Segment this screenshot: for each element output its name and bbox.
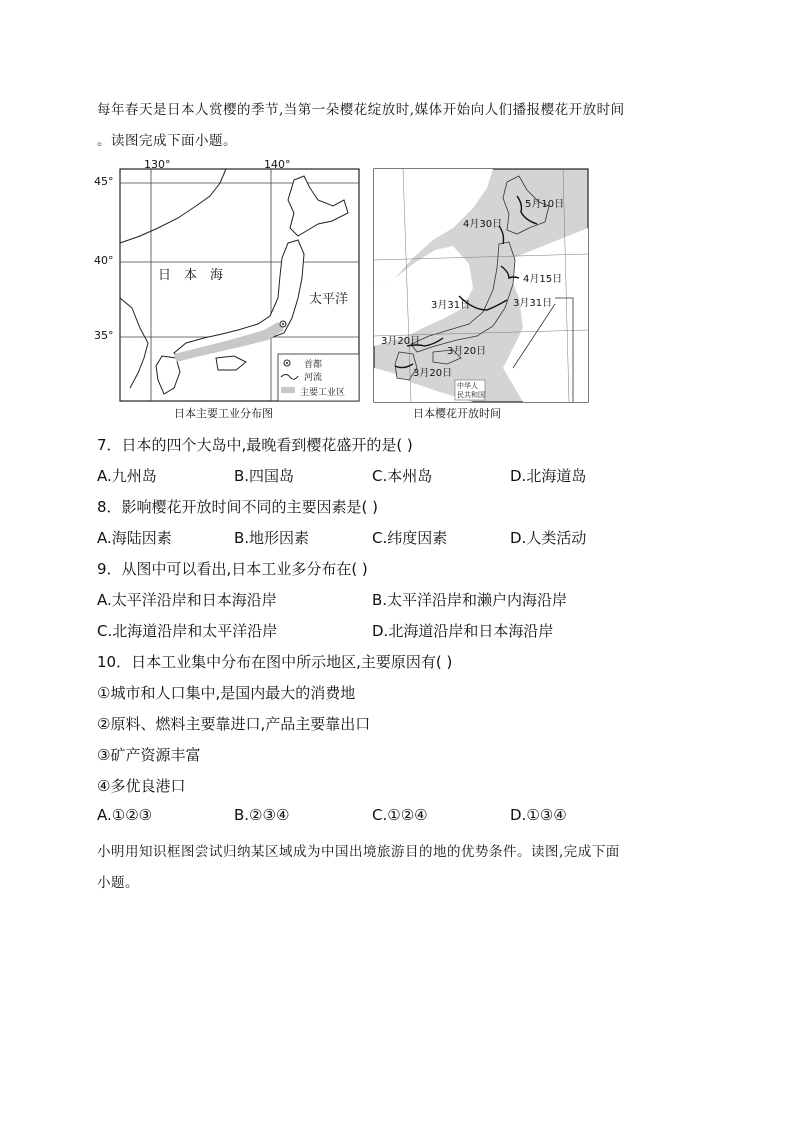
isoline-label-mar31-east: 3月31日 <box>513 298 553 309</box>
lat-label-45: 45° <box>94 175 114 188</box>
pacific-ocean-label: 太平洋 <box>309 292 349 307</box>
intro2-line-1: 小明用知识框图尝试归纳某区域成为中国出境旅游目的地的优势条件。读图,完成下面 <box>97 844 620 860</box>
question-10-stem: 10．日本工业集中分布在图中所示地区,主要原因有( ) <box>97 653 453 671</box>
isoline-label-apr15: 4月15日 <box>523 274 563 285</box>
lon-label-140: 140° <box>264 158 291 171</box>
isoline-label-may10: 5月10日 <box>525 199 565 210</box>
q9-option-b[interactable]: B.太平洋沿岸和濑户内海沿岸 <box>372 591 568 609</box>
q10-option-d[interactable]: D.①③④ <box>510 806 567 824</box>
q7-option-a[interactable]: A.九州岛 <box>97 467 157 485</box>
q7-option-d[interactable]: D.北海道岛 <box>510 467 587 485</box>
legend-capital: 首都 <box>304 360 323 370</box>
isoline-label-mar20-west: 3月20日 <box>381 336 421 347</box>
intro-line-2: 。读图完成下面小题。 <box>97 133 237 149</box>
corner-note-line-2: 民共和国 <box>457 391 485 399</box>
sea-of-japan-label: 日 本 海 <box>158 268 224 283</box>
q9-option-a[interactable]: A.太平洋沿岸和日本海沿岸 <box>97 591 277 609</box>
question-7-stem: 7．日本的四个大岛中,最晚看到樱花盛开的是( ) <box>97 436 413 454</box>
isoline-label-mar31-west: 3月31日 <box>431 300 471 311</box>
lat-label-40: 40° <box>94 254 114 267</box>
q10-option-b[interactable]: B.②③④ <box>234 806 290 824</box>
isoline-label-apr30: 4月30日 <box>463 219 503 230</box>
q10-statement-4: ④多优良港口 <box>97 777 186 795</box>
intro-line-1: 每年春天是日本人赏樱的季节,当第一朵樱花绽放时,媒体开始向人们播报樱花开放时间 <box>97 102 625 118</box>
industry-map <box>94 158 363 420</box>
intro2-line-2: 小题。 <box>97 875 139 891</box>
blossom-map <box>373 168 589 420</box>
legend-river: 河流 <box>304 373 323 383</box>
industry-map-caption: 日本主要工业分布图 <box>174 407 273 420</box>
q10-statement-3: ③矿产资源丰富 <box>97 746 201 764</box>
q8-option-d[interactable]: D.人类活动 <box>510 529 587 547</box>
q8-option-b[interactable]: B.地形因素 <box>234 529 310 547</box>
q7-option-c[interactable]: C.本州岛 <box>372 467 433 485</box>
question-9-stem: 9．从图中可以看出,日本工业多分布在( ) <box>97 560 368 578</box>
isoline-label-mar20-south: 3月20日 <box>413 368 453 379</box>
q10-statement-2: ②原料、燃料主要靠进口,产品主要靠出口 <box>97 715 371 733</box>
q10-option-a[interactable]: A.①②③ <box>97 806 153 824</box>
lon-label-130: 130° <box>144 158 171 171</box>
isoline-label-mar20-mid: 3月20日 <box>447 346 487 357</box>
legend-industrial-area: 主要工业区 <box>300 388 346 398</box>
lat-label-35: 35° <box>94 329 114 342</box>
q8-option-a[interactable]: A.海陆因素 <box>97 529 172 547</box>
question-8-stem: 8．影响樱花开放时间不同的主要因素是( ) <box>97 498 379 516</box>
blossom-map-caption: 日本樱花开放时间 <box>413 407 501 420</box>
q10-option-c[interactable]: C.①②④ <box>372 806 428 824</box>
q10-statement-1: ①城市和人口集中,是国内最大的消费地 <box>97 684 356 702</box>
q9-option-c[interactable]: C.北海道沿岸和太平洋沿岸 <box>97 622 278 640</box>
q9-option-d[interactable]: D.北海道沿岸和日本海沿岸 <box>372 622 554 640</box>
corner-note-line-1: 中华人 <box>457 382 478 390</box>
q8-option-c[interactable]: C.纬度因素 <box>372 529 448 547</box>
q7-option-b[interactable]: B.四国岛 <box>234 467 295 485</box>
